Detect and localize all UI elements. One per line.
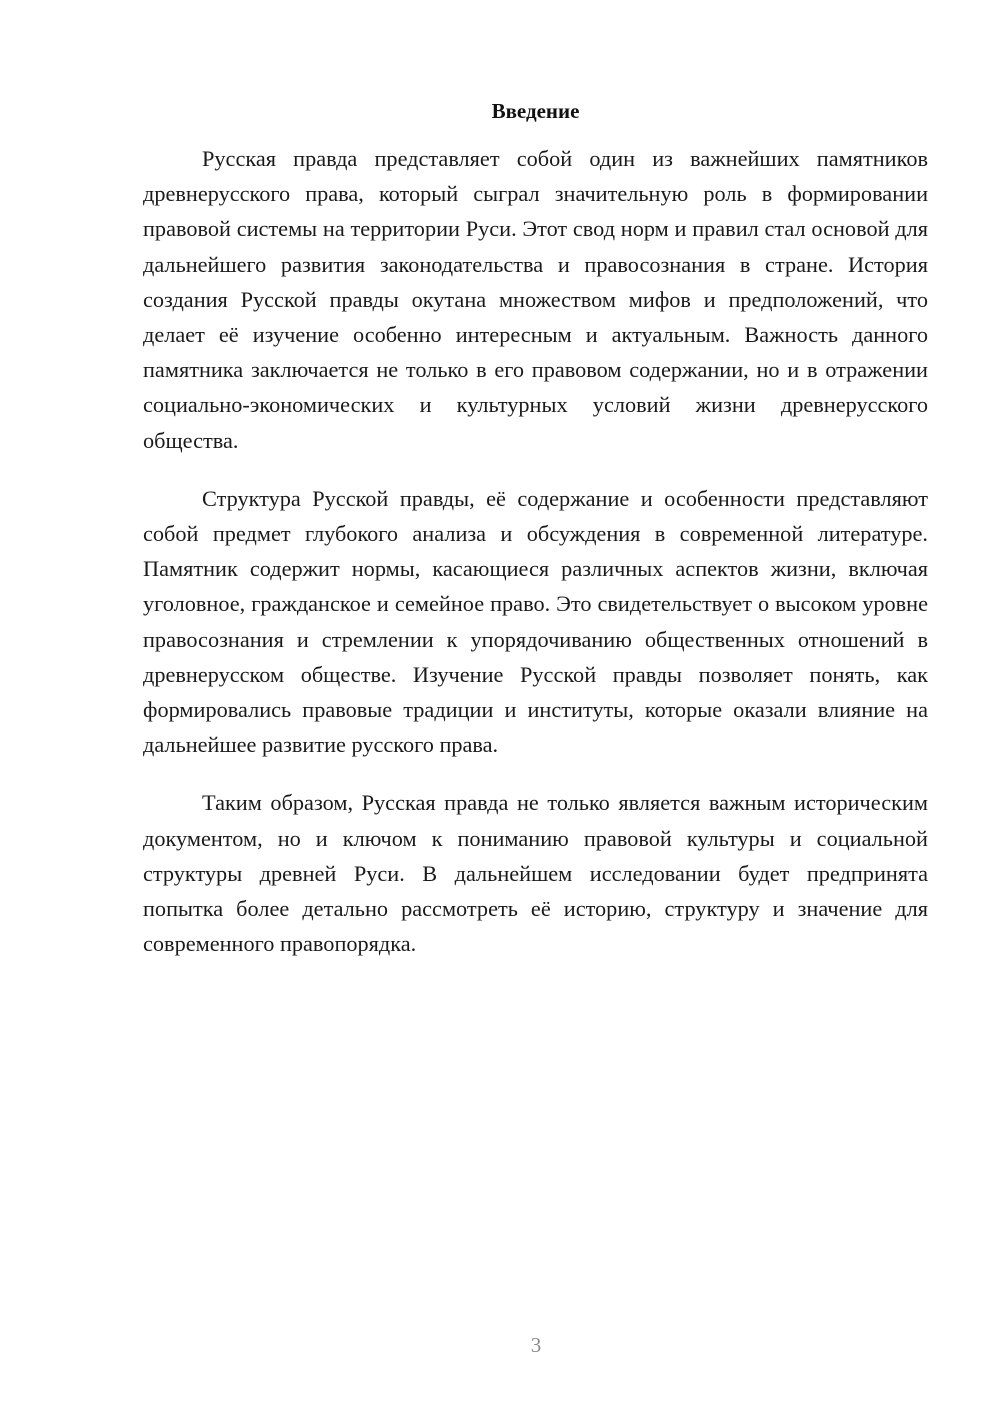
page-content xyxy=(143,95,928,984)
paragraph-2: Структура Русской правды, её содержание и особенности представляют собой предмет глубокого анализа и обсуждения в современной литературе. Памятник содержит нормы, касающиеся различных аспектов жизни, включая уголовное, гражданское и семейное право. Это свидетельствует о высоком уровне правосознания и стремлении к упорядочиванию общественных отношений в древнерусском обществе. Изучение Русской правды позволяет понять, как формировались правовые традиции и институты, которые оказали влияние на дальнейшее развитие русского права. xyxy=(143,485,928,758)
section-heading: Введение xyxy=(491,99,580,123)
page-number: 3 xyxy=(530,1333,542,1357)
paragraph-1: Русская правда представляет собой один из важнейших памятников древнерусского права, который сыграл значительную роль в формировании правовой системы на территории Руси. Этот свод норм и правил стал основой для дальнейшего развития законодательства и правосознания в стране. История создания Русской правды окутана множеством мифов и предположений, что делает её изучение особенно интересным и актуальным. Важность данного памятника заключается не только в его правовом содержании, но и в отражении социально-экономических и культурных условий жизни древнерусского общества. xyxy=(143,146,928,453)
paragraph-3: Таким образом, Русская правда не только является важным историческим документом, но и ключом к пониманию правовой культуры и социальной структуры древней Руси. В дальнейшем исследовании будет предпринята попытка более детально рассмотреть её историю, структуру и значение для современного правопорядка. xyxy=(143,790,928,957)
